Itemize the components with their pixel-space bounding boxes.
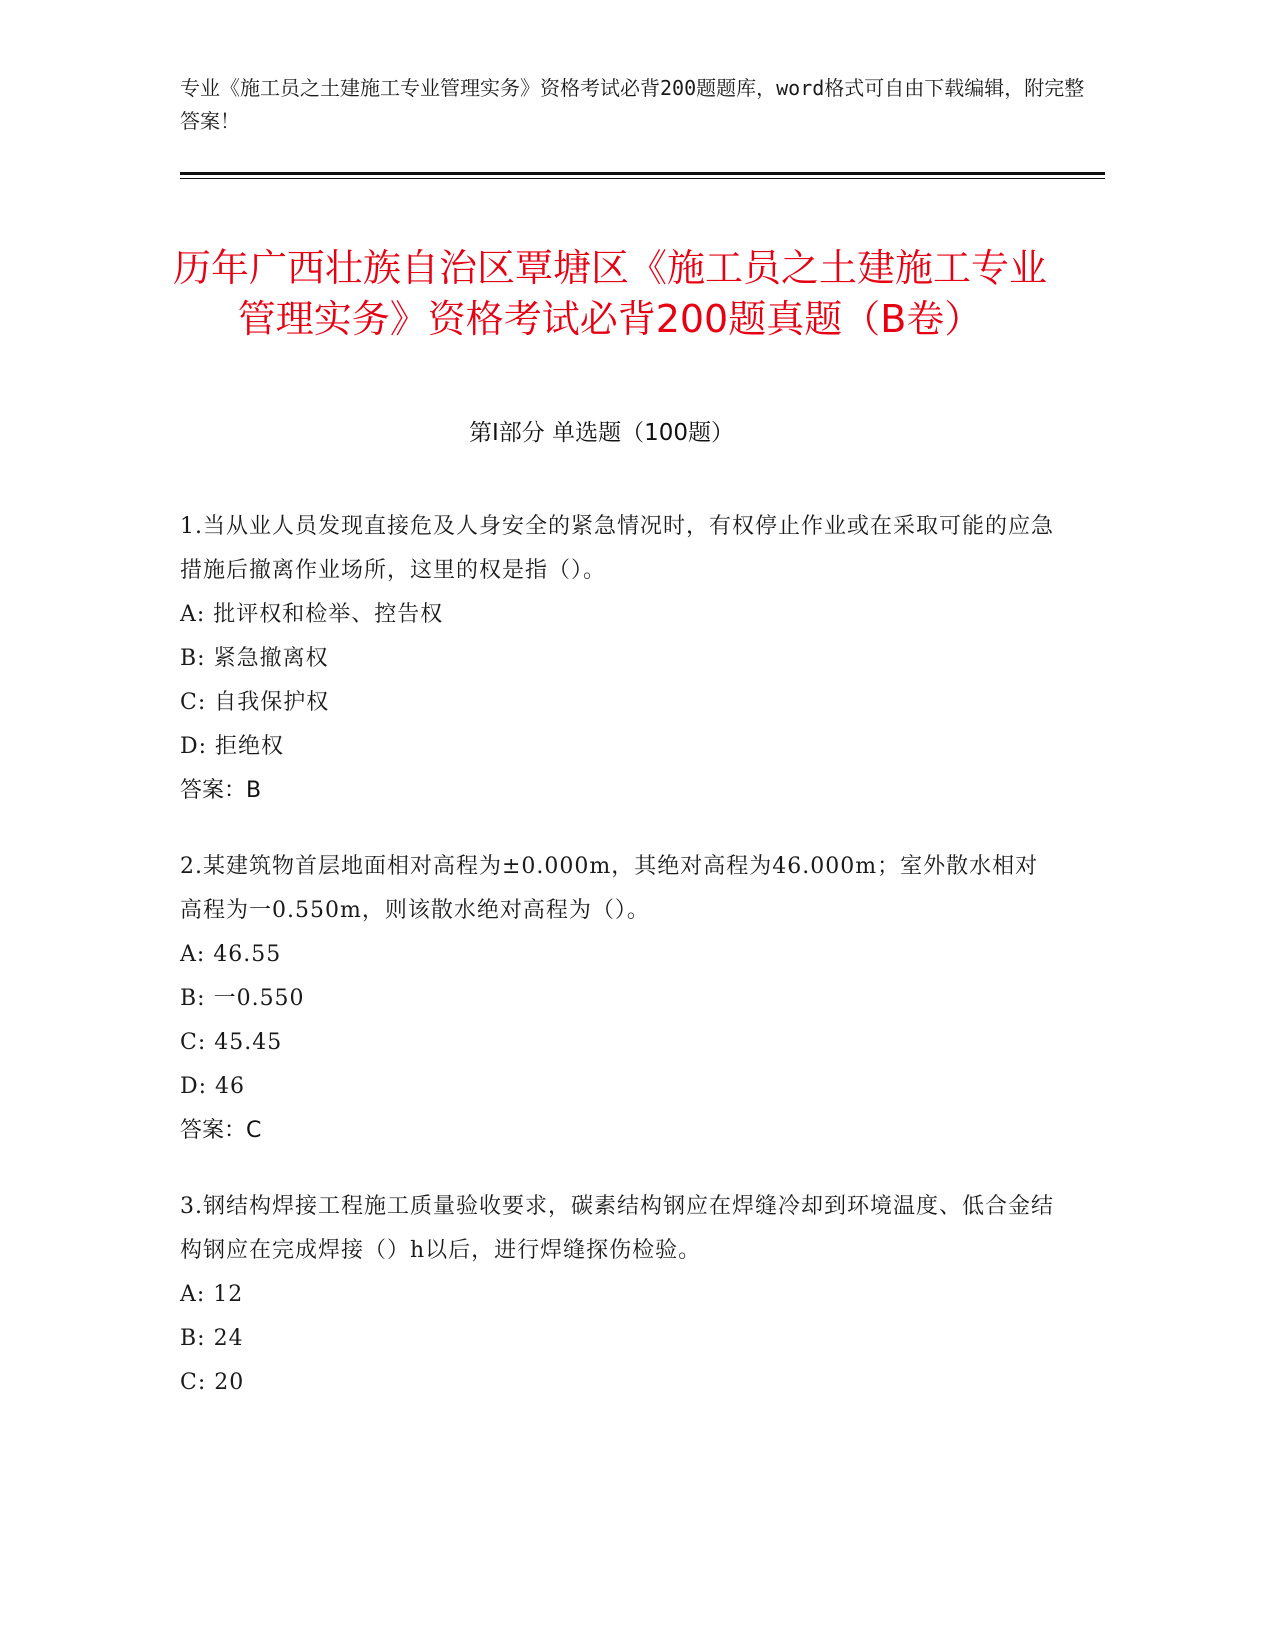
header-divider-thick	[180, 172, 1105, 175]
question-1	[180, 505, 1060, 813]
option-a: A: 批评权和检举、控告权	[180, 602, 444, 627]
option-d: D: 拒绝权	[180, 734, 285, 759]
option-c: C: 自我保护权	[180, 690, 330, 715]
option-b: B: 紧急撤离权	[180, 646, 329, 671]
header-note: 专业《施工员之土建施工专业管理实务》资格考试必背200题题库，word格式可自由下载编辑，附完整答案！	[180, 76, 1085, 133]
question-list	[180, 505, 1060, 1437]
section-heading: 第I部分 单选题（100题）	[469, 420, 734, 446]
option-a: A: 46.55	[180, 942, 282, 967]
option-c: C: 20	[180, 1370, 245, 1395]
header-divider-thin	[180, 178, 1105, 179]
answer: 答案：C	[180, 1118, 262, 1143]
option-b: B: 一0.550	[180, 986, 305, 1011]
question-2	[180, 845, 1060, 1153]
option-b: B: 24	[180, 1326, 244, 1351]
document-title: 历年广西壮族自治区覃塘区《施工员之土建施工专业管理实务》资格考试必背200题真题（B卷）	[172, 246, 1047, 342]
option-c: C: 45.45	[180, 1030, 283, 1055]
question-stem: 3.钢结构焊接工程施工质量验收要求，碳素结构钢应在焊缝冷却到环境温度、低合金结构钢应在完成焊接（）h以后，进行焊缝探伤检验。	[180, 1194, 1054, 1263]
question-stem: 1.当从业人员发现直接危及人身安全的紧急情况时，有权停止作业或在采取可能的应急措施后撤离作业场所，这里的权是指（）。	[180, 514, 1054, 583]
answer: 答案：B	[180, 778, 262, 803]
option-d: D: 46	[180, 1074, 246, 1099]
option-a: A: 12	[180, 1282, 244, 1307]
question-3	[180, 1185, 1060, 1405]
question-stem: 2.某建筑物首层地面相对高程为±0.000m，其绝对高程为46.000m；室外散水相对高程为一0.550m，则该散水绝对高程为（）。	[180, 854, 1039, 923]
